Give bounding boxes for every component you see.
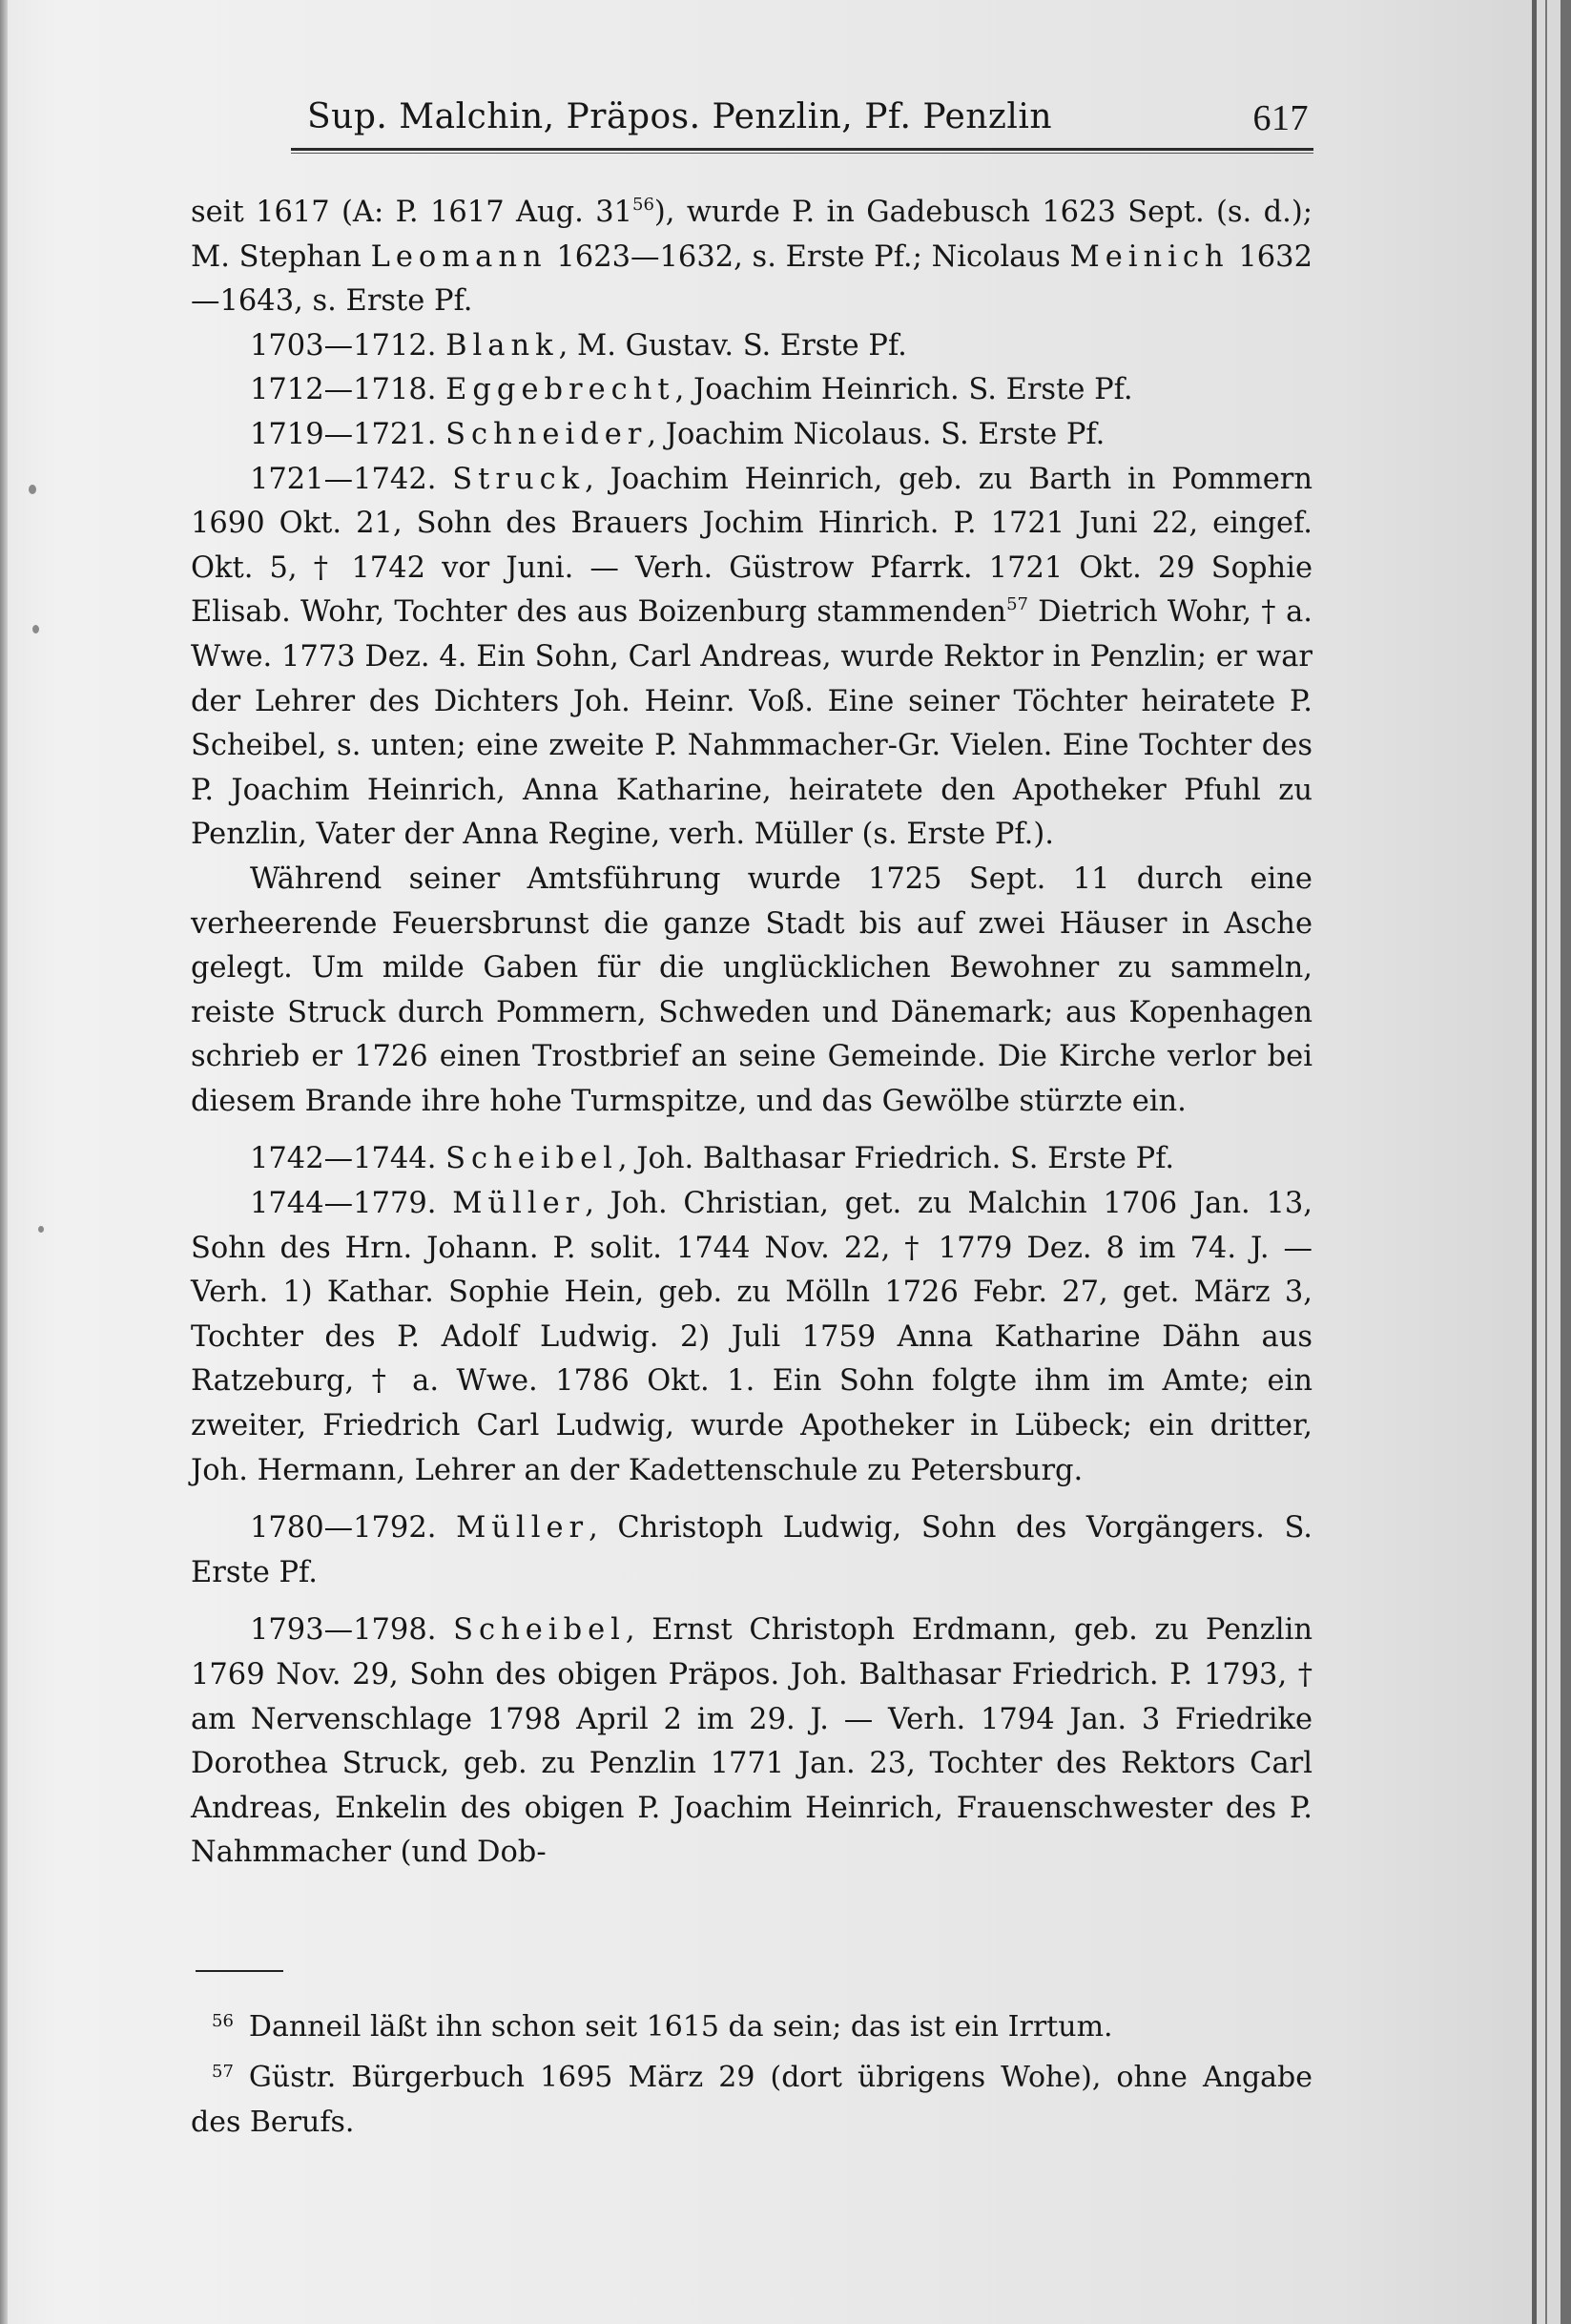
footnotes xyxy=(191,1999,1313,2145)
entry-dates: 1721—1742. xyxy=(250,462,437,496)
pastor-name: Struck xyxy=(452,462,586,496)
entry-struck: 1721—1742. Struck, Joachim Heinrich, geb. zu Barth in Pommern 1690 Okt. 21, Sohn des Brauers Jochim Hinrich. P. 1721 Juni 22, eingef. Okt. 5, † 1742 vor Juni. — Verh. Güstrow Pfarrk. 1721 Okt. 29 Sophie Elisab. Wohr, Tochter des aus Boizenburg stammenden$^{57}$ Dietrich Wohr, † a. Wwe. 1773 Dez. 4. Ein Sohn, Carl Andreas, wurde Rektor in Penzlin; er war der Lehrer des Dichters Joh. Heinr. Voß. Eine seiner Töchter heiratete P. Scheibel, s. unten; eine zweite P. Nahmmacher-Gr. Vielen. Eine Tochter des P. Joachim Heinrich, Anna Katharine, heiratete den Apotheker Pfuhl zu Penzlin, Vater der Anna Regine, verh. Müller (s. Erste Pf.). xyxy=(191,462,1313,852)
running-head xyxy=(307,97,1309,145)
footnote-ref[interactable]: 56 xyxy=(632,195,654,215)
pastor-name: Müller xyxy=(452,1187,586,1221)
footnote-number: 57 xyxy=(212,2062,234,2082)
entry-scheibel-1742: 1742—1744. Scheibel, Joh. Balthasar Friedrich. S. Erste Pf. xyxy=(250,1142,1175,1176)
entry-dates: 1780—1792. xyxy=(250,1511,437,1546)
entry-dates: 1742—1744. xyxy=(250,1142,437,1176)
pastor-name: Eggebrecht xyxy=(445,373,675,407)
entry-dates: 1703—1712. xyxy=(250,328,437,363)
continuation-paragraph: seit 1617 (A: P. 1617 Aug. $31^{56}$), wurde P. in Gadebusch 1623 Sept. (s. d.); M. Stephan Leomann 1623—1632, s. Erste Pf.; Nicolaus Meinich 1632—1643, s. Erste Pf. xyxy=(191,195,1313,319)
entry-mueller-1744: 1744—1779. Müller, Joh. Christian, get. zu Malchin 1706 Jan. 13, Sohn des Hrn. Johann. P. solit. 1744 Nov. 22, † 1779 Dez. 8 im 74. J. — Verh. 1) Kathar. Sophie Hein, geb. zu Mölln 1726 Febr. 27, get. März 3, Tochter des P. Adolf Ludwig. 2) Juli 1759 Anna Katharine Dähn aus Ratzeburg, † a. Wwe. 1786 Okt. 1. Ein Sohn folgte ihm im Amte; ein zweiter, Friedrich Carl Ludwig, wurde Apotheker in Lübeck; ein dritter, Joh. Hermann, Lehrer an der Kadettenschule zu Petersburg. xyxy=(191,1187,1313,1487)
page-number: 617 xyxy=(1252,98,1309,138)
entry-dates: 1744—1779. xyxy=(250,1187,437,1221)
footnote-ref[interactable]: 57 xyxy=(1006,594,1028,615)
footnote-separator xyxy=(196,1970,283,1972)
person-name: Meinich xyxy=(1069,239,1230,274)
paper-speck xyxy=(29,485,36,494)
person-name: Leomann xyxy=(370,239,548,274)
entry-dates: 1712—1718. xyxy=(250,373,437,407)
footnote-number: 56 xyxy=(212,2011,234,2031)
header-rule xyxy=(291,148,1313,151)
entry-blank: 1703—1712. Blank, M. Gustav. S. Erste Pf. xyxy=(250,328,907,363)
pastor-name: Scheibel xyxy=(445,1142,618,1176)
running-head-title: Sup. Malchin, Präpos. Penzlin, Pf. Penzlin xyxy=(307,97,1053,136)
footnote-56: $^{56}$ Danneil läßt ihn schon seit 1615 da sein; das ist ein Irrtum. xyxy=(212,2010,1113,2044)
paper-speck xyxy=(38,1226,44,1233)
entry-eggebrecht: 1712—1718. Eggebrecht, Joachim Heinrich. S. Erste Pf. xyxy=(250,373,1133,407)
footnote-57: $^{57}$ Güstr. Bürgerbuch 1695 März 29 (dort übrigens Wohe), ohne Angabe des Berufs. xyxy=(191,2061,1313,2139)
body-text xyxy=(191,191,1313,1876)
pastor-name: Scheibel xyxy=(453,1613,626,1648)
entry-dates: 1793—1798. xyxy=(250,1613,437,1648)
pastor-name: Blank xyxy=(445,328,559,363)
page-edge-line xyxy=(1532,0,1537,2324)
entry-struck-fire-paragraph: Während seiner Amtsführung wurde 1725 Sept. 11 durch eine verheerende Feuersbrunst die ganze Stadt bis auf zwei Häuser in Asche gelegt. Um milde Gaben für die unglücklichen Bewohner zu sammeln, reiste Struck durch Pommern, Schweden und Dänemark; aus Kopenhagen schrieb er 1726 einen Trostbrief an seine Gemeinde. Die Kirche verlor bei diesem Brande ihre hohe Turmspitze, und das Gewölbe stürzte ein. xyxy=(191,861,1313,1118)
pastor-name: Schneider xyxy=(445,417,648,451)
page-edge-line xyxy=(1545,0,1547,2324)
pastor-name: Müller xyxy=(456,1511,589,1546)
entry-mueller-1780: 1780—1792. Müller, Christoph Ludwig, Sohn des Vorgängers. S. Erste Pf. xyxy=(191,1511,1313,1589)
page-gutter-shadow xyxy=(0,0,8,2324)
page-edge-border xyxy=(1561,0,1571,2324)
entry-scheibel-1793: 1793—1798. Scheibel, Ernst Christoph Erdmann, geb. zu Penzlin 1769 Nov. 29, Sohn des obigen Präpos. Joh. Balthasar Friedrich. P. 1793, † am Nervenschlage 1798 April 2 im 29. J. — Verh. 1794 Jan. 3 Friedrike Dorothea Struck, geb. zu Penzlin 1771 Jan. 23, Tochter des Rektors Carl Andreas, Enkelin des obigen P. Joachim Heinrich, Frauenschwester des P. Nahmmacher (und Dob- xyxy=(191,1613,1313,1870)
paper-speck xyxy=(32,625,39,633)
entry-schneider: 1719—1721. Schneider, Joachim Nicolaus. S. Erste Pf. xyxy=(250,417,1106,451)
header-rule-thin xyxy=(291,153,1313,154)
entry-dates: 1719—1721. xyxy=(250,417,437,451)
